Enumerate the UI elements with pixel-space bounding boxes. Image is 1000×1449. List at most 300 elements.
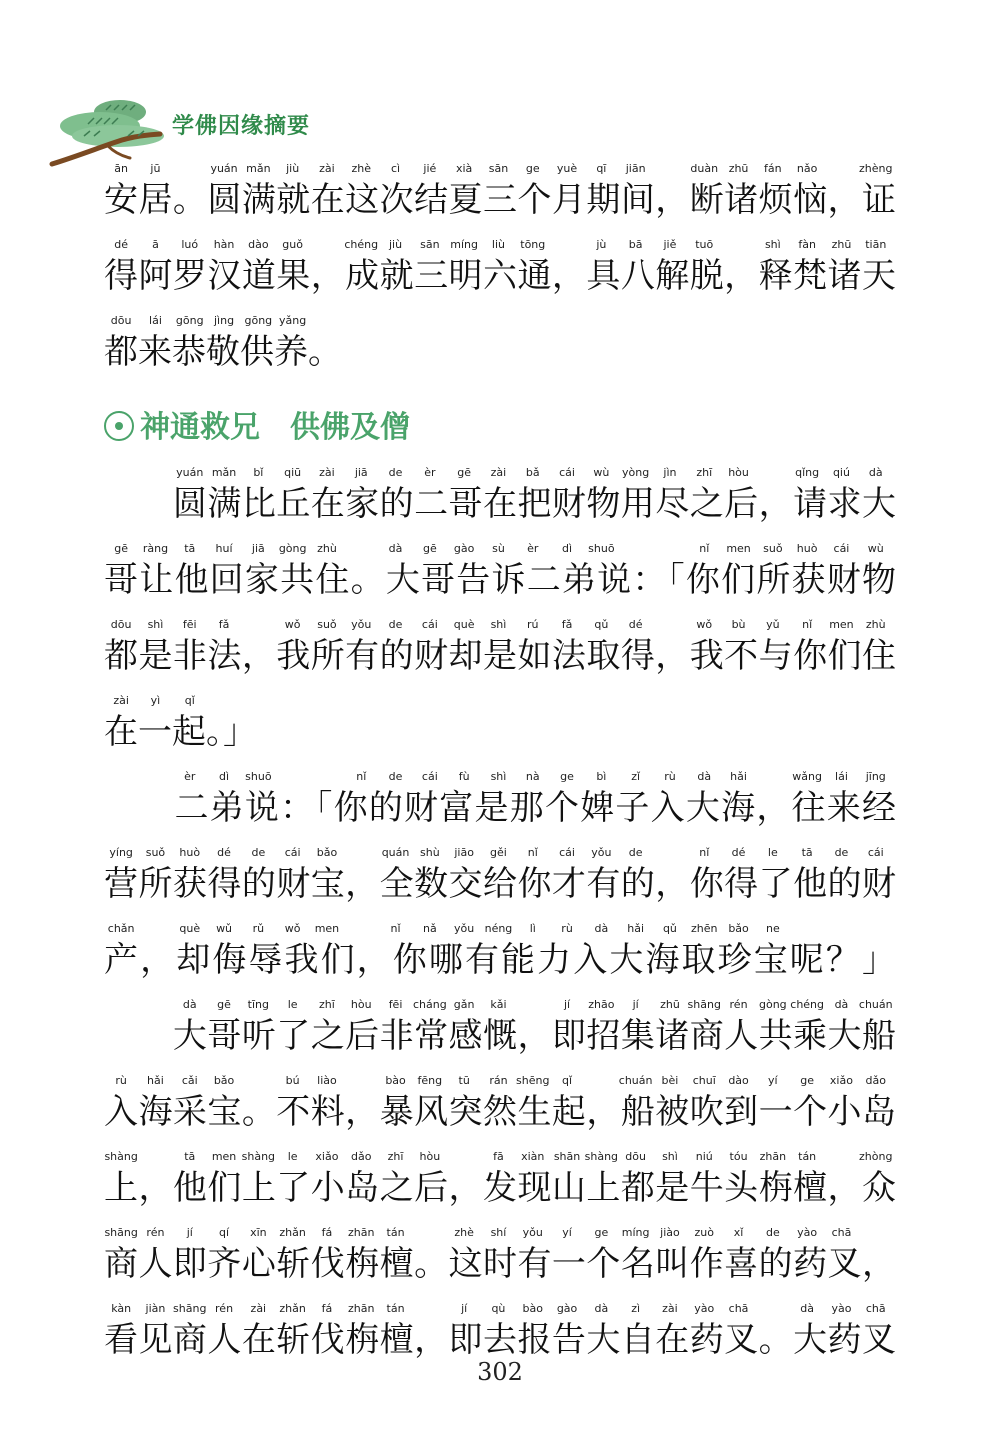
pinyin-annotation: shì [662, 1150, 678, 1163]
pinyin-annotation: dà [182, 998, 197, 1011]
pinyin-annotation: zhè [454, 1226, 474, 1239]
pinyin-annotation: le [287, 1150, 298, 1163]
pinyin-annotation: tán [798, 1150, 817, 1163]
pinyin-annotation: chā [831, 1226, 852, 1239]
pinyin-annotation: wù [867, 542, 884, 555]
pinyin-annotation: tā [801, 846, 813, 859]
pinyin-annotation: zì [631, 1302, 641, 1315]
pinyin-annotation: le [287, 998, 298, 1011]
pinyin-annotation: de [388, 618, 403, 631]
pinyin-annotation: nǐ [802, 618, 813, 631]
pinyin-annotation: nǐ [356, 770, 367, 783]
pinyin-annotation: xǐ [733, 1226, 744, 1239]
pinyin-annotation: ge [560, 770, 574, 783]
pinyin-annotation: yào [831, 1302, 852, 1315]
pinyin-annotation: xiǎo [315, 1150, 339, 1163]
pinyin-annotation: quán [381, 846, 410, 859]
pinyin-annotation: shì [764, 238, 781, 251]
pinyin-annotation: niú [695, 1150, 713, 1163]
pinyin-annotation: fēi [388, 998, 403, 1011]
text-line [104, 1074, 896, 1140]
pinyin-annotation: rù [664, 770, 676, 783]
pinyin-annotation: wǒ [696, 618, 713, 631]
pinyin-annotation: wǒ [284, 922, 301, 935]
pinyin-annotation: èr [424, 466, 436, 479]
pinyin-annotation: gōng [175, 314, 204, 327]
pinyin-annotation: qiú [832, 466, 850, 479]
pinyin-annotation: cháng [412, 998, 447, 1011]
pinyin-annotation: wù [593, 466, 610, 479]
text-line [104, 314, 896, 380]
pinyin-annotation: yǒu [522, 1226, 543, 1239]
pinyin-annotation: lái [835, 770, 848, 783]
pinyin-annotation: luó [181, 238, 199, 251]
pinyin-annotation: suǒ [317, 618, 337, 631]
pinyin-annotation: shì [147, 618, 164, 631]
pinyin-annotation: dì [219, 770, 230, 783]
pinyin-annotation: zhū [831, 238, 852, 251]
pinyin-annotation: jìng [214, 314, 235, 327]
pinyin-annotation: lái [149, 314, 162, 327]
pinyin-annotation: gē [457, 466, 472, 479]
pinyin-annotation: nà [525, 770, 540, 783]
pinyin-annotation: sù [492, 542, 505, 555]
pinyin-annotation: nǐ [699, 846, 710, 859]
pinyin-annotation: liào [317, 1074, 337, 1087]
pinyin-annotation: què [179, 922, 201, 935]
pinyin-annotation: le [767, 846, 778, 859]
pinyin-annotation: zhè [351, 162, 371, 175]
pinyin-annotation: tīng [247, 998, 269, 1011]
pinyin-annotation: mǎn [246, 162, 271, 175]
pinyin-annotation: jiā [251, 542, 265, 555]
pinyin-annotation: hàn [213, 238, 235, 251]
pinyin-annotation: fǎ [218, 618, 230, 631]
pinyin-annotation: cái [421, 770, 438, 783]
pinyin-annotation: cái [833, 542, 850, 555]
pinyin-annotation: gào [556, 1302, 578, 1315]
pinyin-annotation: xīn [250, 1226, 267, 1239]
pinyin-annotation: de [765, 1226, 780, 1239]
pinyin-annotation: yǎng [279, 314, 307, 327]
pinyin-annotation: qī [596, 162, 607, 175]
text-line [104, 542, 896, 608]
pinyin-annotation: zhī [387, 1150, 404, 1163]
pinyin-annotation: shāng [687, 998, 721, 1011]
pinyin-annotation: jiā [354, 466, 368, 479]
pinyin-annotation: dǎo [351, 1150, 372, 1163]
pinyin-annotation: fán [764, 162, 782, 175]
pinyin-annotation: zài [490, 466, 507, 479]
pinyin-annotation: dà [800, 1302, 815, 1315]
pinyin-annotation: jí [563, 998, 571, 1011]
pinyin-annotation: tōng [520, 238, 546, 251]
pinyin-annotation: bú [285, 1074, 300, 1087]
pinyin-annotation: dé [731, 846, 746, 859]
pinyin-annotation: tán [386, 1226, 405, 1239]
pinyin-annotation: cì [390, 162, 401, 175]
text-line-content: 在一起。」 [104, 712, 257, 752]
text-line-content: 圆满比丘在家的二哥在把财物用尽之后，请求大 [104, 484, 897, 524]
pinyin-annotation: nǐ [390, 922, 401, 935]
pinyin-annotation: zài [113, 694, 129, 707]
pinyin-annotation: suǒ [145, 846, 166, 859]
pinyin-annotation: nǐ [699, 542, 710, 555]
pinyin-annotation: jiào [660, 1226, 680, 1239]
text-line [104, 922, 899, 988]
pinyin-annotation: bǐ [253, 466, 264, 479]
pinyin-annotation: lì [529, 922, 536, 935]
pinyin-annotation: gē [217, 998, 231, 1011]
pinyin-annotation: rén [146, 1226, 165, 1239]
pinyin-annotation: shì [490, 770, 507, 783]
pinyin-annotation: shàng [584, 1150, 619, 1163]
pinyin-annotation: rán [489, 1074, 508, 1087]
pinyin-annotation: hòu [350, 998, 372, 1011]
page-number: 302 [477, 1358, 523, 1386]
pinyin-annotation: jū [150, 162, 161, 175]
pinyin-annotation: nǎo [796, 162, 818, 175]
pinyin-annotation: yǒu [591, 846, 612, 859]
pinyin-annotation: shuō [588, 542, 615, 555]
pinyin-annotation: zhū [728, 162, 749, 175]
pinyin-annotation: jí [632, 998, 639, 1011]
pinyin-annotation: èr [184, 770, 196, 783]
text-line [104, 238, 896, 304]
pinyin-annotation: tuō [695, 238, 714, 251]
pinyin-annotation: chuán [858, 998, 893, 1011]
pinyin-annotation: yào [797, 1226, 818, 1239]
pinyin-annotation: de [628, 846, 643, 859]
pinyin-annotation: chéng [790, 998, 825, 1011]
pinyin-annotation: bǎo [728, 922, 749, 935]
pinyin-annotation: yuán [210, 162, 238, 175]
pinyin-annotation: liù [491, 238, 505, 251]
pinyin-annotation: guǒ [282, 238, 303, 251]
text-line [104, 466, 896, 532]
text-line-content: 都是非法，我所有的财却是如法取得，我不与你们住 [104, 636, 897, 676]
pinyin-annotation: dào [248, 238, 269, 251]
pinyin-annotation: qǐng [795, 466, 820, 479]
pinyin-annotation: dé [628, 618, 643, 631]
pinyin-annotation: men [211, 1150, 237, 1163]
pinyin-annotation: míng [621, 1226, 650, 1239]
pinyin-annotation: yǔ [766, 618, 780, 631]
pinyin-annotation: dōu [625, 1150, 646, 1163]
pinyin-annotation: xià [455, 162, 473, 175]
pinyin-annotation: bù [731, 618, 746, 631]
pinyin-annotation: shì [490, 618, 507, 631]
pinyin-annotation: jiàn [145, 1302, 166, 1315]
pinyin-annotation: jìn [663, 466, 677, 479]
pinyin-annotation: kàn [111, 1302, 132, 1315]
text-line-content: 安居。圆满就在这次结夏三个月期间，断诸烦恼，证 [104, 180, 897, 220]
text-line-content: 商人即齐心斩伐栴檀。这时有一个名叫作喜的药叉， [104, 1244, 897, 1284]
pinyin-annotation: dǎo [865, 1074, 886, 1087]
pinyin-annotation: men [314, 922, 340, 935]
pinyin-annotation: hòu [419, 1150, 441, 1163]
bullet-circle-icon [104, 411, 134, 441]
pinyin-annotation: zài [319, 162, 335, 175]
pinyin-annotation: fàn [798, 238, 816, 251]
pinyin-annotation: tóu [729, 1150, 748, 1163]
pinyin-annotation: cái [421, 618, 438, 631]
pinyin-annotation: qǐ [184, 694, 195, 707]
pinyin-annotation: gǎn [453, 998, 475, 1011]
pinyin-annotation: huí [215, 542, 233, 555]
pinyin-annotation: shàng [104, 1150, 138, 1163]
pinyin-annotation: rú [527, 618, 539, 631]
pinyin-annotation: dé [217, 846, 231, 859]
pinyin-annotation: bèi [661, 1074, 679, 1087]
pinyin-annotation: bào [385, 1074, 406, 1087]
pinyin-annotation: men [829, 618, 854, 631]
book-title: 学佛因缘摘要 [172, 114, 311, 139]
pinyin-annotation: shù [420, 846, 440, 859]
pinyin-annotation: ne [765, 922, 780, 935]
pinyin-annotation: dì [562, 542, 573, 555]
text-line-content: 哥让他回家共住。大哥告诉二弟说：「你们所获财物 [104, 560, 898, 600]
pinyin-annotation: ge [594, 1226, 609, 1239]
pinyin-annotation: zhù [865, 618, 886, 631]
pinyin-annotation: tiān [865, 238, 887, 251]
pinyin-annotation: míng [450, 238, 479, 251]
pinyin-annotation: nǐ [527, 846, 538, 859]
pine-tree-icon [48, 90, 168, 170]
pinyin-annotation: tū [458, 1074, 470, 1087]
pinyin-annotation: jiù [389, 238, 403, 251]
pinyin-annotation: zuò [694, 1226, 714, 1239]
pinyin-annotation: bì [596, 770, 607, 783]
pinyin-annotation: sān [488, 162, 509, 175]
pinyin-annotation: zhī [696, 466, 713, 479]
pinyin-annotation: zài [662, 1302, 678, 1315]
pinyin-annotation: yuè [556, 162, 578, 175]
pinyin-annotation: zhèng [859, 162, 893, 175]
pinyin-annotation: xiǎo [829, 1074, 853, 1087]
pinyin-annotation: duàn [690, 162, 719, 175]
text-line-content: 入海采宝。不料，暴风突然生起，船被吹到一个小岛 [104, 1092, 897, 1132]
pinyin-annotation: chuán [618, 1074, 653, 1087]
pinyin-annotation: zhòng [859, 1150, 893, 1163]
pinyin-annotation: jù [596, 238, 607, 251]
pinyin-annotation: fā [493, 1150, 504, 1163]
pinyin-annotation: bǎ [525, 466, 540, 479]
pinyin-annotation: jí [186, 1226, 193, 1239]
pinyin-annotation: jiù [286, 162, 300, 175]
pinyin-annotation: tán [386, 1302, 405, 1315]
pinyin-annotation: dà [697, 770, 712, 783]
pinyin-annotation: zhēn [691, 922, 718, 935]
pinyin-annotation: nǎ [422, 922, 437, 935]
pinyin-annotation: ge [525, 162, 540, 175]
pinyin-annotation: cǎi [181, 1074, 198, 1087]
pinyin-annotation: èr [527, 542, 539, 555]
pinyin-annotation: hǎi [147, 1074, 164, 1087]
pinyin-annotation: yǒu [351, 618, 372, 631]
pinyin-annotation: jīng [865, 770, 886, 783]
pinyin-annotation: qǐ [562, 1074, 573, 1087]
pinyin-annotation: zhǎn [279, 1226, 306, 1239]
pinyin-annotation: shāng [173, 1302, 207, 1315]
pinyin-annotation: shàng [241, 1150, 276, 1163]
text-line-content: 产，却侮辱我们，你哪有能力入大海取珍宝呢？」 [104, 940, 899, 980]
pinyin-annotation: chā [865, 1302, 886, 1315]
pinyin-annotation: ān [114, 162, 128, 175]
pinyin-annotation: yuán [176, 466, 204, 479]
pinyin-annotation: rù [561, 922, 573, 935]
pinyin-annotation: jiān [625, 162, 646, 175]
pinyin-annotation: yǒu [454, 922, 475, 935]
pinyin-annotation: zhān [348, 1302, 375, 1315]
pinyin-annotation: hòu [728, 466, 749, 479]
pinyin-annotation: rén [215, 1302, 234, 1315]
pinyin-annotation: chǎn [107, 922, 135, 935]
pinyin-annotation: gòng [759, 998, 787, 1011]
pinyin-annotation: dà [388, 542, 403, 555]
pinyin-annotation: què [453, 618, 475, 631]
pinyin-annotation: mǎn [211, 466, 237, 479]
pinyin-annotation: cái [867, 846, 884, 859]
pinyin-annotation: jiāo [454, 846, 474, 859]
pinyin-annotation: de [388, 466, 403, 479]
pinyin-annotation: dé [114, 238, 129, 251]
pinyin-annotation: shāng [104, 1226, 138, 1239]
pinyin-annotation: zhān [759, 1150, 787, 1163]
pinyin-annotation: fá [321, 1302, 333, 1315]
pinyin-annotation: cái [284, 846, 301, 859]
pinyin-annotation: hǎi [627, 922, 645, 935]
pinyin-annotation: dà [594, 1302, 609, 1315]
pinyin-annotation: shuō [245, 770, 272, 783]
pinyin-annotation: fǎ [561, 618, 573, 631]
pinyin-annotation: qiū [284, 466, 302, 479]
pinyin-annotation: yí [768, 1074, 778, 1087]
text-line-content: 得阿罗汉道果，成就三明六通，具八解脱，释梵诸天 [104, 256, 897, 296]
pinyin-annotation: yí [562, 1226, 572, 1239]
pinyin-annotation: fēi [182, 618, 197, 631]
pinyin-annotation: bǎo [213, 1074, 235, 1087]
pinyin-annotation: tā [184, 542, 196, 555]
pinyin-annotation: gòng [278, 542, 307, 555]
text-line-content: 二弟说：「你的财富是那个婢子入大海，往来经 [104, 788, 898, 828]
pinyin-annotation: qǔ [662, 922, 677, 935]
pinyin-annotation: zhāo [588, 998, 615, 1011]
pinyin-annotation: suǒ [763, 542, 783, 555]
pinyin-annotation: qù [491, 1302, 506, 1315]
pinyin-annotation: huò [796, 542, 818, 555]
pinyin-annotation: néng [484, 922, 513, 935]
pinyin-annotation: rǔ [252, 922, 265, 935]
pinyin-annotation: shí [490, 1226, 507, 1239]
pinyin-annotation: chéng [344, 238, 379, 251]
pinyin-annotation: zhù [317, 542, 337, 555]
pinyin-annotation: dào [728, 1074, 749, 1087]
pinyin-annotation: de [388, 770, 403, 783]
pinyin-annotation: jié [423, 162, 437, 175]
text-line-content: 都来恭敬供养。 [104, 332, 342, 372]
pinyin-annotation: yòng [622, 466, 650, 479]
text-line-content: 上，他们上了小岛之后，发现山上都是牛头栴檀，众 [104, 1168, 897, 1208]
pinyin-annotation: rù [115, 1074, 127, 1087]
pinyin-annotation: gē [422, 542, 437, 555]
pinyin-annotation: bào [522, 1302, 543, 1315]
pinyin-annotation: bā [628, 238, 643, 251]
text-line [104, 998, 896, 1064]
pinyin-annotation: shēng [516, 1074, 550, 1087]
pinyin-annotation: chā [728, 1302, 749, 1315]
pinyin-annotation: gē [114, 542, 129, 555]
pinyin-annotation: huò [179, 846, 201, 859]
pinyin-annotation: chuī [692, 1074, 716, 1087]
text-line [104, 1150, 896, 1216]
pinyin-annotation: zài [250, 1302, 267, 1315]
pinyin-annotation: jiě [663, 238, 677, 251]
pinyin-annotation: rén [729, 998, 748, 1011]
pinyin-annotation: ā [152, 238, 159, 251]
pinyin-annotation: zhǎn [279, 1302, 306, 1315]
text-line [104, 846, 896, 912]
pinyin-annotation: qǔ [594, 618, 609, 631]
pinyin-annotation: sān [420, 238, 440, 251]
pinyin-annotation: ge [800, 1074, 815, 1087]
section-heading-text: 神通救兄 供佛及僧 [140, 410, 410, 445]
pinyin-annotation: jí [461, 1302, 468, 1315]
pinyin-annotation: yíng [109, 846, 133, 859]
pinyin-annotation: dōu [110, 618, 132, 631]
pinyin-annotation: shān [553, 1150, 581, 1163]
pinyin-annotation: xiàn [521, 1150, 545, 1163]
pinyin-annotation: tā [184, 1150, 196, 1163]
pinyin-annotation: fēng [417, 1074, 443, 1087]
pinyin-annotation: hǎi [730, 770, 747, 783]
pinyin-annotation: dà [594, 922, 609, 935]
pinyin-annotation: zǐ [631, 770, 641, 783]
pinyin-annotation: gào [453, 542, 475, 555]
text-line-content: 大哥听了之后非常感慨，即招集诸商人共乘大船 [104, 1016, 897, 1056]
pinyin-annotation: gōng [244, 314, 273, 327]
pinyin-annotation: men [726, 542, 751, 555]
pinyin-annotation: fù [458, 770, 470, 783]
pinyin-annotation: qí [219, 1226, 230, 1239]
section-heading [104, 402, 410, 446]
pinyin-annotation: kǎi [490, 998, 507, 1011]
text-line [104, 618, 896, 684]
pinyin-annotation: gěi [490, 846, 507, 859]
pinyin-annotation: dà [834, 998, 849, 1011]
pinyin-annotation: zài [319, 466, 335, 479]
pinyin-annotation: yì [150, 694, 161, 707]
text-line [104, 162, 896, 228]
pinyin-annotation: zhān [348, 1226, 375, 1239]
pinyin-annotation: wǎng [792, 770, 822, 783]
pinyin-annotation: cái [559, 846, 575, 859]
text-line [104, 694, 896, 760]
pinyin-annotation: cái [559, 466, 575, 479]
pinyin-annotation: de [251, 846, 266, 859]
pinyin-annotation: wǒ [284, 618, 301, 631]
pinyin-annotation: fá [321, 1226, 333, 1239]
pinyin-annotation: zhū [660, 998, 680, 1011]
text-line-content: 营所获得的财宝，全数交给你才有的，你得了他的财 [104, 864, 897, 904]
pinyin-annotation: de [834, 846, 849, 859]
text-line-content: 看见商人在斩伐栴檀，即去报告大自在药叉。大药叉 [104, 1320, 897, 1360]
pinyin-annotation: bǎo [316, 846, 338, 859]
text-line [104, 770, 896, 836]
pinyin-annotation: dōu [110, 314, 132, 327]
pinyin-annotation: zhī [319, 998, 335, 1011]
text-line [104, 1226, 896, 1292]
